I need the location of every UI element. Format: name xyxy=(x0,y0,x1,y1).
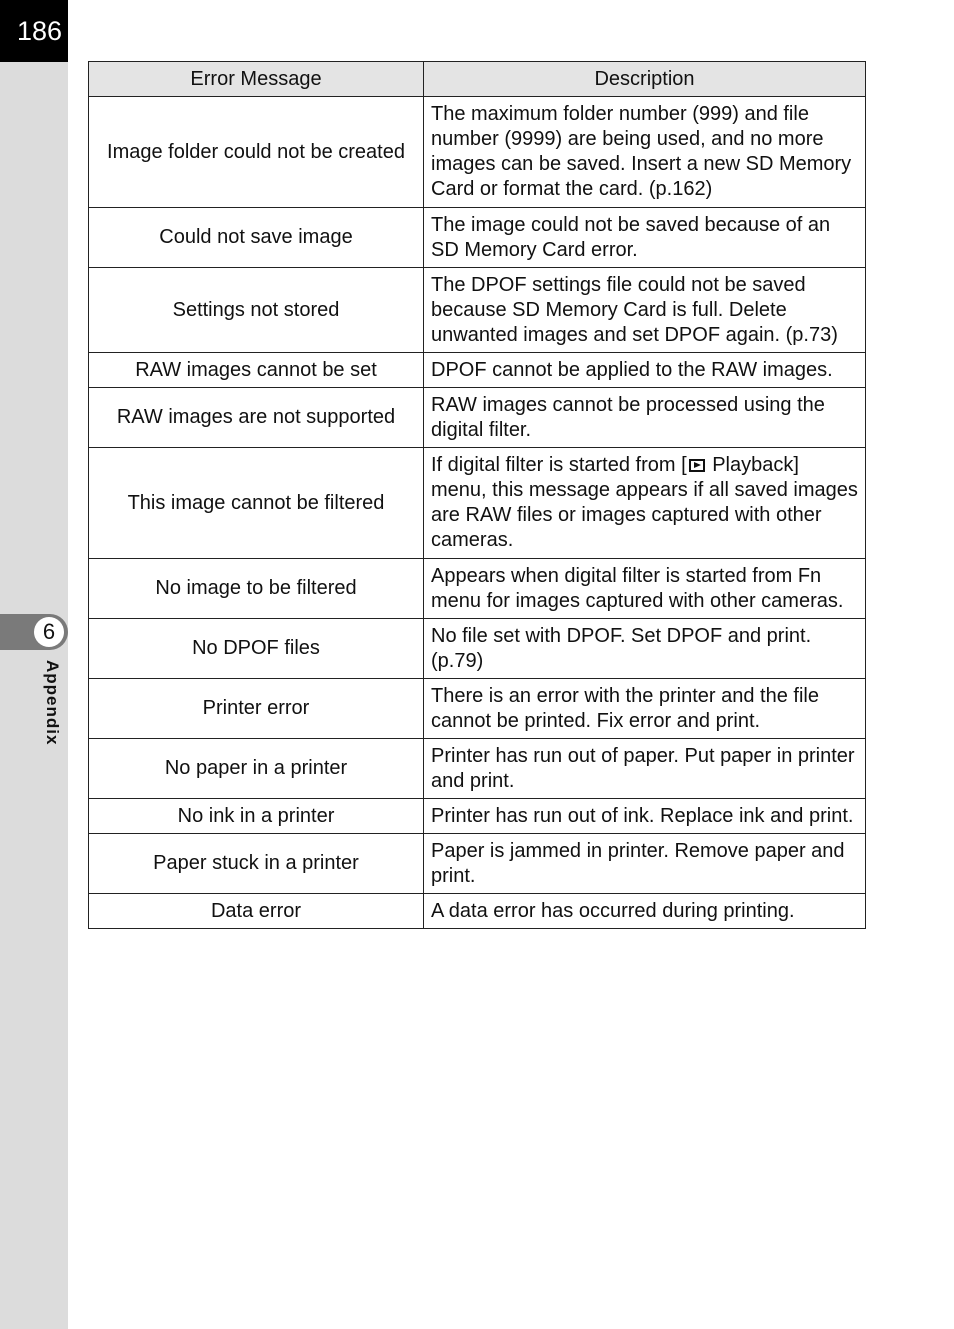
error-description: The image could not be saved because of an SD Memory Card error. xyxy=(424,208,866,268)
error-description xyxy=(424,448,866,559)
table-row xyxy=(89,448,866,559)
table-row xyxy=(89,208,866,268)
error-description: Printer has run out of paper. Put paper in printer and print. xyxy=(424,739,866,799)
error-message: Image folder could not be created xyxy=(89,97,424,208)
table-row xyxy=(89,679,866,739)
error-description: Appears when digital filter is started from Fn menu for images captured with other cameras. xyxy=(424,559,866,619)
playback-icon xyxy=(689,459,705,472)
table-row xyxy=(89,559,866,619)
description-text-after: Playback] menu, this message appears if all saved images are RAW files or images captured with other cameras. xyxy=(431,454,858,551)
table-row xyxy=(89,353,866,388)
error-message: Data error xyxy=(89,894,424,929)
header-description: Description xyxy=(424,62,866,97)
error-description: There is an error with the printer and the file cannot be printed. Fix error and print. xyxy=(424,679,866,739)
table-row xyxy=(89,739,866,799)
table-header-row xyxy=(89,62,866,97)
error-message: RAW images cannot be set xyxy=(89,353,424,388)
page-number: 186 xyxy=(0,0,68,62)
error-description: The DPOF settings file could not be saved because SD Memory Card is full. Delete unwanted images and set DPOF again. (p.73) xyxy=(424,268,866,353)
error-message: No image to be filtered xyxy=(89,559,424,619)
table-row xyxy=(89,619,866,679)
error-description: No file set with DPOF. Set DPOF and print. (p.79) xyxy=(424,619,866,679)
error-message: No DPOF files xyxy=(89,619,424,679)
table-row xyxy=(89,268,866,353)
description-text-before: If digital filter is started from [ xyxy=(431,454,687,476)
error-message: Settings not stored xyxy=(89,268,424,353)
error-message: Printer error xyxy=(89,679,424,739)
error-description: RAW images cannot be processed using the digital filter. xyxy=(424,388,866,448)
table-row xyxy=(89,834,866,894)
error-message: Paper stuck in a printer xyxy=(89,834,424,894)
chapter-number: 6 xyxy=(34,617,64,647)
error-message: No paper in a printer xyxy=(89,739,424,799)
table-row xyxy=(89,97,866,208)
header-error-message: Error Message xyxy=(89,62,424,97)
error-message-table xyxy=(88,61,866,929)
table-row xyxy=(89,388,866,448)
error-description: The maximum folder number (999) and file number (9999) are being used, and no more images can be saved. Insert a new SD Memory Card or format the card. (p.162) xyxy=(424,97,866,208)
table-row xyxy=(89,799,866,834)
error-description: Printer has run out of ink. Replace ink and print. xyxy=(424,799,866,834)
error-description: DPOF cannot be applied to the RAW images. xyxy=(424,353,866,388)
error-message: This image cannot be filtered xyxy=(89,448,424,559)
table-row xyxy=(89,894,866,929)
chapter-label: Appendix xyxy=(43,660,62,746)
error-description: Paper is jammed in printer. Remove paper and print. xyxy=(424,834,866,894)
error-message: RAW images are not supported xyxy=(89,388,424,448)
error-description: A data error has occurred during printing. xyxy=(424,894,866,929)
error-message: Could not save image xyxy=(89,208,424,268)
error-message: No ink in a printer xyxy=(89,799,424,834)
